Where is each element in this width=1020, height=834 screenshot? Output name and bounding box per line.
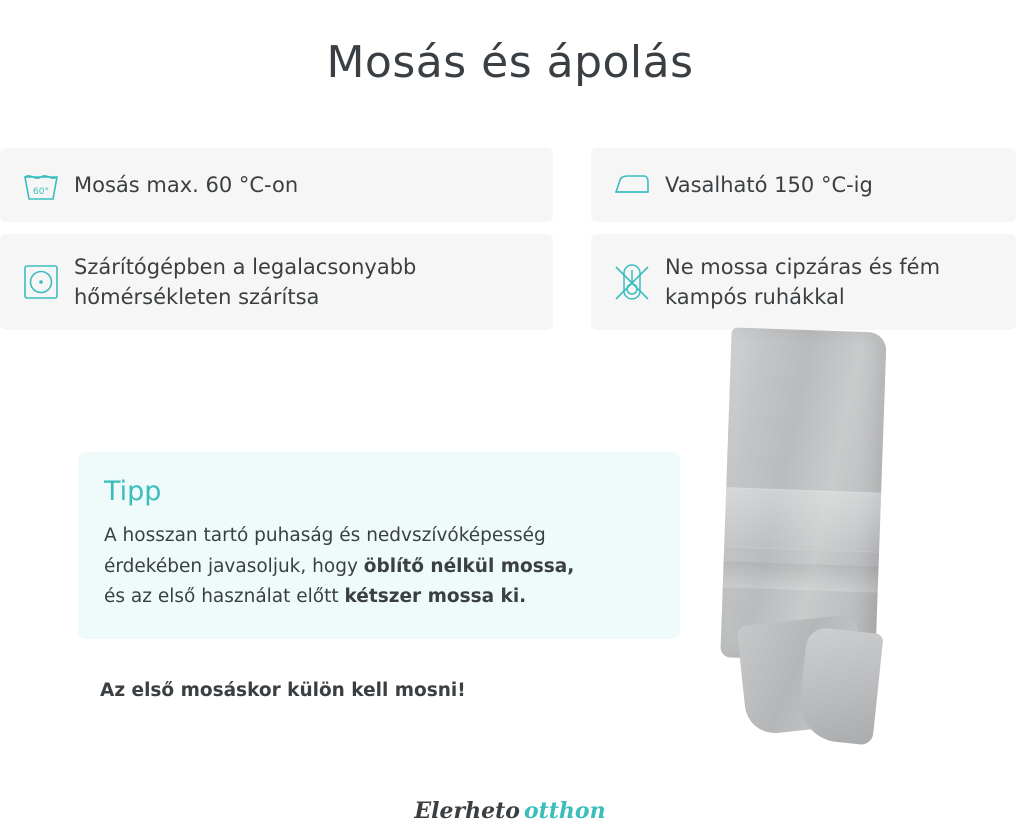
care-card-tumble-dry	[0, 234, 553, 330]
care-card-iron	[591, 148, 1016, 222]
care-card-column-right	[591, 148, 1016, 330]
svg-text:60°: 60°	[33, 187, 49, 197]
wash-60-icon	[18, 162, 64, 208]
care-card-grid	[0, 148, 1020, 330]
towel-tail	[796, 626, 883, 745]
tip-box	[78, 452, 680, 639]
care-card-column-left	[0, 148, 553, 330]
iron-150-icon	[609, 162, 655, 208]
brand-logo-first: Elerheto	[414, 798, 520, 824]
brand-logo	[0, 798, 1020, 824]
care-card-iron-label: Vasalható 150 °C-ig	[665, 172, 873, 197]
care-card-tumble-dry-label: Szárítógépben a legalacsonyabb hőmérsékleten szárítsa	[74, 254, 417, 309]
no-zipper-wash-icon	[609, 259, 655, 305]
care-card-wash-label: Mosás max. 60 °C-on	[74, 172, 299, 197]
care-card-wash	[0, 148, 553, 222]
tip-line-2-bold: öblítő nélkül mossa,	[363, 555, 575, 577]
towel-photo	[706, 330, 966, 730]
tip-title: Tipp	[104, 476, 162, 507]
tip-line-3-bold: kétszer mossa ki.	[344, 586, 527, 608]
towel-body	[720, 327, 886, 662]
brand-logo-second: otthon	[523, 798, 606, 824]
tumble-dry-low-icon	[18, 259, 64, 305]
care-card-no-zipper	[591, 234, 1016, 330]
tip-text	[104, 521, 654, 613]
tip-line-2-regular: érdekében javasoljuk, hogy	[104, 555, 364, 577]
first-wash-note: Az első mosáskor külön kell mosni!	[100, 680, 466, 701]
tip-line-3-regular: és az első használat előtt	[104, 586, 345, 608]
page-title: Mosás és ápolás	[326, 37, 694, 89]
tip-line-1: A hosszan tartó puhaság és nedvszívóképesség	[104, 525, 546, 546]
care-card-no-zipper-label: Ne mossa cipzáras és fém kampós ruhákkal	[665, 254, 941, 309]
